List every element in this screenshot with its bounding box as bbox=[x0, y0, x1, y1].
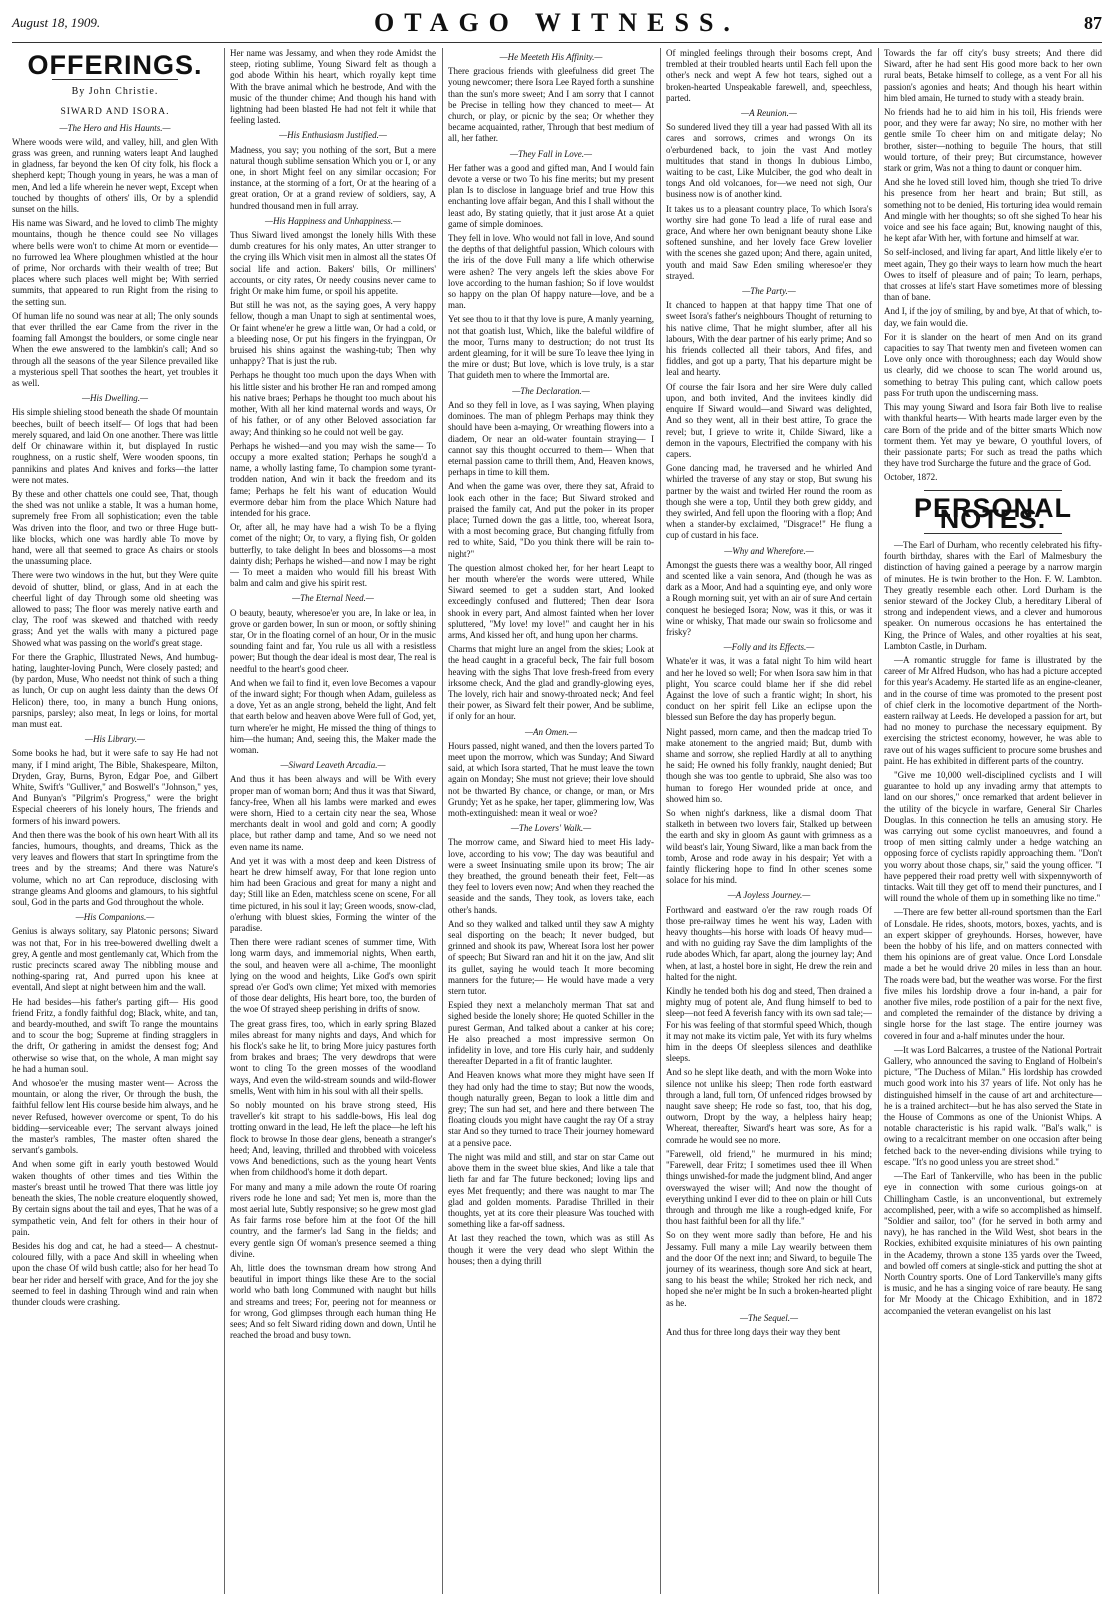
verse-stanza: Of human life no sound was near at all; The only sounds that ever thrilled the ear Came from the river in the foaming fall Amongst the boulders, or some cingle near When the ewe answered to the lambkin's call; And so through all the seasons of the year Silence prevailed like a mysterious spell That soothes the heart, yet troubles it as well. bbox=[12, 310, 218, 389]
verse-stanza: O beauty, beauty, wheresoe'er you are, In lake or lea, in grove or garden bower, In sun or moon, or softly shining star, Or in the floating cornel of an hour, Or in the music sounding faint and far, You rule us all with a resistless power; But though the dear ideal is most dear, The real is needful to the heart's good cheer. bbox=[230, 607, 436, 674]
page-header bbox=[12, 4, 1102, 43]
verse-stanza: Gone dancing mad, he traversed and he whirled And whirled the traverse of any stay or stop, But swung his partner by the waist and twirled Her round the room as though she were a top, Until they both grew giddy, and they swirled, And fell upon the flooring with a flop; And when a stander-by exclaimed, "Disgrace!" He flung a cup of custard in his face. bbox=[666, 463, 872, 541]
verse-stanza: October, 1872. bbox=[884, 472, 938, 483]
verse-stanza: Where woods were wild, and valley, hill, and glen With grass was green, and running waters leapt And laughed in gladness, far beyond the ken Of city folk, his flock a shepherd kept; Though young in years, he was a man of men, And led a life wherein he never wept, Except when touched by thoughts of others' ills, Or by a splendid sunset on the hills. bbox=[12, 136, 218, 215]
column-4 bbox=[666, 48, 872, 1594]
section-heading: —They Fall in Love.— bbox=[510, 148, 592, 159]
verse-stanza: Espied they next a melancholy merman That sat and sighed beside the lonely shore; He quoted Schiller in the purest German, And talked about a canker at his core; He also preached a most impressive sermon On infidelity in love, and tore His curly hair, and suddenly thereafter Departed in a fit of frantic laughter. bbox=[448, 1000, 654, 1067]
masthead-title: OTAGO WITNESS. bbox=[374, 8, 740, 37]
divider bbox=[924, 490, 1062, 491]
column-body bbox=[12, 123, 218, 1309]
verse-stanza: Night passed, morn came, and then the madcap tried To make atonement to the angried maid; But, dumb with shame and sorrow, she replied Hardly at all to anything he said; He owned his folly frankly, naught denied; But though she was too gentle to upbraid, She also was too human to forego Her wounded pride at once, and showed him so. bbox=[666, 726, 872, 804]
column-body bbox=[448, 52, 654, 1267]
section-heading: —A Reunion.— bbox=[741, 108, 797, 119]
page-number: 87 bbox=[1084, 12, 1102, 33]
verse-stanza: And when some gift in early youth bestowed Would waken thoughts of other times and ties Within the master's breast until he trowed That there was little joy beneath the skies, The noble creature eloquently showed, By certain signs about the tail and eyes, That he was of a sympathetic vein, And felt for others in their hour of pain. bbox=[12, 1159, 218, 1237]
column-rule bbox=[442, 48, 443, 1594]
verse-stanza: His simple shieling stood beneath the shade Of mountain beeches, built of beech itself— Of logs that had been merely squared, and laid On one another. There was little delf Or chinaware within it, but displayed In rustic roughness, on a rustic shelf, Were wooden spoons, tin pannikins and plates And knives and forks—the latter were not mates. bbox=[12, 407, 218, 485]
verse-stanza: Her name was Jessamy, and when they rode Amidst the steep, rioting sublime, Young Siward felt as though a god abode Within his heart, which royally kept time With the brave animal which he bestrode, And with the music of the thunder chime; And though his hand with lightning had been blasted He had not felt it while that feeling lasted. bbox=[230, 48, 436, 126]
section-heading: —An Omen.— bbox=[525, 726, 577, 737]
verse-stanza: Hours passed, night waned, and then the lovers parted To meet upon the morrow, which was Sunday; And Siward said, at which Isora started, That he must leave the town again on Monday; She must not grieve; their love should not be thwarted By chance, or change, or man, or Mrs Grundy; Yet as he spake, her taper, glimmering low, Was moth-extinguished: mean it weal or woe? bbox=[448, 740, 654, 818]
verse-stanza: For it is slander on the heart of men And on its grand capacities to say That twenty men and fiveteen women can Love only once with thoroughness; each day Would show us clearly, did we choose to scan The world around us, something to betray This puling cant, which callow poets pass For truth upon the undiscerning mass. bbox=[884, 331, 1102, 398]
verse-stanza: And she he loved still loved him, though she tried To drive his presence from her heart and brain; But still, as something not to be denied, His torturing idea would remain And mingle with her thoughts; so oft she sighed To hear his voice and see his face again; But, knowing naught of this, he kept afar With her, with fortune and himself at war. bbox=[884, 177, 1102, 244]
section-heading: —Folly and its Effects.— bbox=[723, 642, 815, 653]
verse-stanza: Whate'er it was, it was a fatal night To him wild heart and her he loved so well; For when Isora saw him in that plight, You scarce could blame her if she did rebel Against the love of such a frantic wight; In short, his conduct on her spirit fell Like an eclipse upon the blessed sun Before the day has properly begun. bbox=[666, 656, 872, 723]
byline: By John Christie. bbox=[71, 86, 159, 98]
verse-stanza: Perhaps he wished—and you may wish the same— To occupy a more exalted station; Perhaps he sough'd a name, a wholly lasting fame, To champion some tyrant-trodden nation, And win it back the freedom and its fame; Perhaps he felt his want of education Would evermore debar him from the place Which Nature had intended for his grace. bbox=[230, 440, 436, 518]
section-heading: —A Joyless Journey.— bbox=[727, 890, 811, 901]
verse-stanza: Then there were radiant scenes of summer time, With long warm days, and immemorial nights, When earth, the soul, and heaven were all a-chime, The moonlight lying on the wood and heights, Like God's own spirit spread o'er God's own clime; Yet mixed with memories of those dear delights, His heart bore, too, the burden of the woe Of strayed sheep perishing in drifts of snow. bbox=[230, 937, 436, 1015]
verse-stanza: So self-inclosed, and living far apart, And little likely e'er to meet again, They go their ways to learn how much the heart Owes to itself of pleasure and of pain; To learn, perhaps, that crosses at life's start Have sometimes more of blessing than of bane. bbox=[884, 247, 1102, 303]
verse-stanza: And thus for three long days their way they bent bbox=[666, 1326, 841, 1337]
verse-stanza: Towards the far off city's busy streets; And there did Siward, after he had sent His good more back to her own rural beats, Betake himself to college, as a vent For all his passion's agonies and heats; And though his heart within him bled amain, He turned to study with a steady brain. bbox=[884, 48, 1102, 103]
verse-stanza: Besides his dog and cat, he had a steed— A chestnut-coloured filly, with a pace And skill in wheeling when upon the chase Of wild bush cattle; also for her head To bear her rider and herself with grace, And for the joy she seemed to feel in dashing Through wind and rain when thunder clouds were crashing. bbox=[12, 1240, 218, 1307]
verse-stanza: Charms that might lure an angel from the skies; Look at the head caught in a graceful beck, The fair full bosom heaving with the sighs That love fresh-freed from every irksome check, And the glad and grandly-glowing eyes, The lovely, rich hair and snowy-throated neck; And feel their power, as Siward felt their power, And be sublime, if only for an hour. bbox=[448, 644, 654, 722]
verse-stanza: And yet it was with a most deep and keen Distress of heart he drew himself away, For that lone region unto him had been Gracious and great for many a night and day; Still like an Eden, matchless scene on scene, For all time pictured, in his soul it lay; Green woods, snow-clad, o'erhung with bluest skies, Forming the winter of the paradise. bbox=[230, 855, 436, 934]
column-body bbox=[884, 48, 1102, 484]
verse-stanza: Of mingled feelings through their bosoms crept, And trembled at their troubled hearts until Each fell upon the other's neck and wept A few hot tears, sighed out a broken-hearted Unspeakable farewell, and, speechless, parted. bbox=[666, 48, 872, 103]
section-heading: —His Enthusiasm Justified.— bbox=[279, 130, 387, 141]
verse-stanza: Some books he had, but it were safe to say He had not many, if I mind aright, The Bible, Shakespeare, Milton, Dryden, Gray, Burns, Byron, Edgar Poe, and Gilbert White, Swift's "Gulliver," and Boswell's "Johnson," yes, And Bunyan's "Pilgrim's Progress," were the bright Especial cheerers of his lonely hours, The friends and formers of his inward powers. bbox=[12, 748, 218, 826]
verse-stanza: Kindly he tended both his dog and steed, Then drained a mighty mug of potent ale, And flung himself to bed to sleep—not feed A feverish fancy with its own sad tale;— For his was feeling of that stormful speed Which, though it may not make its victim pale, Yet with its fury whelms him in the deeps Of sleepless silences and deathlike sleeps. bbox=[666, 986, 872, 1064]
verse-stanza: Her father was a good and gifted man, And I would fain devote a verse or two To his fine merits; but my present plan Is to disclose in language brief and true How this enchanting love affair began, And this I shall without the least ado, By stating quietly, that it just arose At a quiet game of simple dominoes. bbox=[448, 162, 654, 229]
verse-stanza: And so he slept like death, and with the morn Woke into silence not unlike his sleep; Then rode forth eastward through a land, full torn, Of unfenced ridges browsed by naught save sheep; He rode so fast, too, that his dog, outworn, Dropt by the way, a helpless hairy heap; Whereat, thereafter, Siward's heart was sore, As for a comrade he would see no more. bbox=[666, 1067, 872, 1145]
verse-stanza: Yet see thou to it that thy love is pure, A manly yearning, not that goatish lust, Which, like the baleful wildfire of the moor, Turns many to destruction; do not trust Its ardent gleaming, for it will be sure To leave thee lying in the mire or dust; But love, which is love truly, is a star That guideth men to where the Immortal are. bbox=[448, 314, 654, 381]
verse-stanza: The morrow came, and Siward hied to meet His lady-love, according to his vow; The day was beautiful and were a sweet Insinuating smile upon its brow; The air they breathed, the ground beneath their feet, Felt—as they feel to lovers even now; And when they reached the seaside and the sands, They took, as lovers take, each other's hands. bbox=[448, 837, 654, 915]
verse-stanza: So on they went more sadly than before, He and his Jessamy. Full many a mile Lay wearily between them and the door Of the next inn; and Siward, to beguile The journey of its weariness, though sore And sick at heart, sang to his beast the while; Stroked her rich neck, and hoped she ne'er might be In such a broken-hearted plight as he. bbox=[666, 1230, 872, 1308]
verse-stanza: "Farewell, old friend," he murmured in his mind; "Farewell, dear Fritz; I sometimes used thee ill When things unwished-for made the judgment blind, And anger overswayed the wiser will; And now the thought of everything unkind I ever did to thee on plain or hill Cuts through and through me like a rough-edged knife, For thou hast faithful been for all thy life." bbox=[666, 1148, 872, 1227]
section-heading: —The Declaration.— bbox=[512, 385, 590, 396]
verse-stanza: Perhaps he thought too much upon the days When with his little sister and his brother He ran and romped among his native braes; Perhaps he thought too much about his mother, With all her kind maternal words and ways, Or of his father, or of any other Beloved association far away; And thinking so he could not well be gay. bbox=[230, 370, 436, 437]
section-heading: —His Dwelling.— bbox=[81, 393, 148, 404]
section-heading: —His Library.— bbox=[84, 734, 146, 745]
verse-stanza: It chanced to happen at that happy time That one of sweet Isora's father's neighbours Thought of returning to his native clime, That he might slumber, after all his labours, With the dear partner of his early prime; And so his friends collected all their tabors, And fifes, and fiddles, and got up a party, That his departure might be leal and hearty. bbox=[666, 300, 872, 378]
column-body bbox=[666, 48, 872, 1338]
section-heading: —Why and Wherefore.— bbox=[724, 545, 814, 556]
column-rule bbox=[878, 48, 879, 1594]
verse-stanza: And so they walked and talked until they saw A mighty seal disporting on the beach; It never budged, but grinned and shook its paw, Whereat Isora lost her power of speech; But Siward ran and hit it on the jaw, And slit its gullet, saying he would teach It more becoming manners for the future;— He would have made a very stern tutor. bbox=[448, 918, 654, 997]
verse-stanza: Genius is always solitary, say Platonic persons; Siward was not that, For in his tree-bowered dwelling dwelt a grey, A gentle and most gentlemanly cat, Which from the rustic precincts scared away The nibbling mouse and nothing-sparing rat, And purred upon his knee at eventall, And slept at night between him and the wall. bbox=[12, 926, 218, 993]
verse-stanza: And Heaven knows what more they might have seen If they had only had the time to stay; But now the woods, though naturally green, Began to look a little dim and grey; The sun had set, and here and there between The floating clouds you might have caught the ray Of a stray star And so they turned to trace Their journey homeward at a pensive pace. bbox=[448, 1070, 654, 1148]
verse-stanza: And when we fail to find it, even love Becomes a vapour of the inward sight; For though when Adam, guileless as a dove, Yet as an angle strong, beheld the light, And felt that earth below and heaven above Were full of God, yet, turn where'er he might, He missed the thing of things to him—the human; And, seeing this, the Maker made the woman. bbox=[230, 677, 436, 755]
verse-stanza: Of course the fair Isora and her sire Were duly called upon, and both invited, And the invitees kindly did enquire If Siward would—and Siward was delighted, And so they went, all in their best attire, To grace the revel; but, I grieve to write it, Childe Siward, like a demon in the vapours, Electrified the company with his capers. bbox=[666, 381, 872, 459]
verse-stanza: So nobly mounted on his brave strong steed, His traveller's kit strapt to his saddle-bows, His leal dog trotting onward in the lead, He left the place—he left his flock to browse In those dear glens, beneath a stranger's heed; And, leaving, thrilled and throbbed with voiceless vows And benedictions, such as the young heart Vents when from childhood's home it doth depart. bbox=[230, 1100, 436, 1178]
column-body bbox=[230, 48, 436, 1341]
section-heading: —The Lovers' Walk.— bbox=[510, 823, 592, 834]
verse-stanza: And I, if the joy of smiling, by and bye, At that of which, to-day, we fain would die. bbox=[884, 306, 1102, 328]
note-paragraph: —There are few better all-round sportsmen than the Earl of Lonsdale. He rides, shoots, motors, boxes, yachts, and is an expert skipper of greyhounds. Horses, however, have been the hobby of his life, and on matters connected with them his opinions are of great value. Once Lord Lonsdale made a bet he would drive 20 miles in less than an hour. The roads were bad, but the weather was worse. For the first five miles his lordship drove a four in-hand, a pair for another five miles, rode postilion of a pair for the next five, and completed the remainder of the distance by driving a single horse for the last stage. The entire journey was covered in four and a-half minutes under the hour. bbox=[884, 907, 1102, 1041]
note-paragraph: —The Earl of Tankerville, who has been in the public eye in connection with some curious goings-on at Chillingham Castle, is an unconventional, but extremely accomplished, peer, with a wife so accomplished as himself. "Soldier and sailor, too" (for he served in both army and navy), he has ranched in the Wild West, shot bears in the Rockies, exhibited exquisite miniatures of his own painting in the Academy, thrown a stone 135 yards over the Tweed, and bowled off comers at single-stick and putting the shot at North Country sports. One of Lord Tankerville's many gifts is music, and he has a singing voice of rare beauty. He sang for Mr Moody at the Chicago Exhibition, and in 1872 accompanied the veteran evangelist on his last bbox=[884, 1171, 1102, 1316]
verse-stanza: And so they fell in love, as I was saying, When playing dominoes. The man of phlegm Perhaps may think they should have been a-maying, Or wreathing flowers into a diadem, Or near an old-water fountain straying— I cannot say this thought occurred to them— When that eternal passion came to thrill them, And, Heaven knows, perhaps in time to kill them. bbox=[448, 399, 654, 478]
verse-stanza: They fell in love. Who would not fall in love, And sound the depths of that delightful passion, Which colours with the iris of the dove Full many a life which otherwise were ashen? The very angels left the skies above For love according to the human fashion; So if love wouldst so happy on the plan Of happy nature—love, and be a man. bbox=[448, 233, 654, 311]
verse-stanza: So sundered lived they till a year had passed With all its cares and sorrows, crimes and wrongs On its o'erburdened back, to join the vast And motley multitudes that stand in thongs In dubious Limbo, waiting to be cast, Like Mulciber, the god who dealt in tongs And old volcanoes, for—we need not sigh, Our business now is of another kind. bbox=[666, 122, 872, 200]
verse-stanza: This may young Siward and Isora fair Both live to realise with thankful hearts— With hearts made larger even by the care Born of the pride and of the bitter smarts Which now torment them. Yet may ye beware, O youthful lovers, of their passionate parts; For such as tread the paths which they have trod Surcharge the future and the grace of God. bbox=[884, 402, 1102, 469]
issue-date: August 18, 1909. bbox=[12, 15, 101, 30]
verse-stanza: Ah, little does the townsman dream how strong And beautiful in import things like these Are to the social world who bath long Communed with naught but hills and streams and trees; For, peering not for meanness or for wrong, God glimpses through each human thing He sees; And so felt Siward riding down and down, Until he reached the broad and busy town. bbox=[230, 1262, 436, 1341]
column-rule bbox=[660, 48, 661, 1594]
verse-stanza: For many and many a mile adown the route Of roaring rivers rode he lone and sad; Yet men is, more than the most aerial lute, Subtly responsive; so he grew most glad As fair farms rose before him at the foot Of the hill country, and the farmer's lad Sang in the fields; and every gentle sign Of woman's presence seemed a thing divine. bbox=[230, 1181, 436, 1259]
section-heading: —The Party.— bbox=[742, 286, 796, 297]
verse-stanza: Or, after all, he may have had a wish To be a flying comet of the night; Or, to vary, a flying fish, Or golden butterfly, to take delight In bees and blossoms—a most dainty dish; Perhaps he wished—and now I may be right— To meet a maiden who would fill his breast With balm and calm and give his spirit rest. bbox=[230, 522, 436, 589]
column-3 bbox=[448, 48, 654, 1594]
poem-title: SIWARD AND ISORA. bbox=[60, 107, 170, 118]
section-heading: —The Eternal Need.— bbox=[292, 593, 374, 604]
verse-stanza: The great grass fires, too, which in early spring Blazed miles abreast for many nights and days, And which for his flock's sake he lit, to bring More juicy pastures forth from brakes and braes; The very dewdrops that were wont to cling To the green mosses of the woodland ways, And even the wild-stream sounds and wild-flower smells, Went with him in his soul with all their spells. bbox=[230, 1018, 436, 1096]
verse-stanza: By these and other chattels one could see, That, though the shed was not unlike a stable, It was a human home, supremely free From all sophistication; even the table Was driven into the floor, and two or three Huge butt-like blocks, which one was hardly able To move by hand, were all that seemed to grace As chairs or stools the unassuming place. bbox=[12, 488, 218, 567]
verse-stanza: So when night's darkness, like a dismal doom That stalketh in between two lovers fair, Stalked up between the earth and sky in gloom As gaunt with grimness as a wild beast's lair, Young Siward, like a man back from the tomb, Arose and rode away in his despair; Yet with a faintly flickering hope to find In other scenes some solace for his mind. bbox=[666, 808, 872, 886]
offerings-heading: OFFERINGS. bbox=[27, 50, 203, 80]
verse-stanza: For there the Graphic, Illustrated News, And humbug-hating, laughter-loving Punch, Were closely pasted; and (by pardon, Muse, Who needst not think of such a thing as lunch, Or cup on aught less dainty than the dews Of Helicon) there, too, in many a bunch Hung onions, parsnips, parsley; also meat, In legs or loins, for mortal man must eat. bbox=[12, 651, 218, 729]
verse-stanza: But still he was not, as the saying goes, A very happy fellow, though a man Unapt to sigh at sentimental woes, Or faint whene'er he grew a little wan, Or had a cold, or a bleeding nose, Or put his fingers in the fryingpan, Or bruised his shins against the washing-tub; Then why unhappy? That is just the rub. bbox=[230, 300, 436, 367]
verse-stanza: The question almost choked her, for her heart Leapt to her mouth where'er the words were uttered, While Siward seemed to get a sudden start, And looked exceedingly confused and fluttered; Then dear Isora shook in every part, And almost fainted when her lover spluttered, "My love! my love!" and caught her in his arms, And kissed her oft, and hung upon her charms. bbox=[448, 562, 654, 640]
column-1 bbox=[12, 48, 218, 1594]
verse-stanza: Forthward and eastward o'er the raw rough roads Of those pre-railway times he went his way, Laden with heavy thoughts—his horse with loads Of heavy mud—and with no guiding ray Save the dim lamplights of the rude abodes Which, far apart, along the journey lay; And when, at last, a hostel bore in sight, He drew the rein and halted for the night. bbox=[666, 904, 872, 982]
note-paragraph: —It was Lord Balcarres, a trustee of the National Portrait Gallery, who announced the saving to England of Holbein's picture, "The Duchess of Milan." His lordship has crowded much good work into his 37 years of life. Not only has he distinguished himself in the cause of art and architecture—he is a trained architect—but he has also served the State in the House of Commons as one of the Unionist Whips. A notable characteristic is his rapid walk. "Bal's walk," is owing to a recalcitrant member on one occasion after being fetched back to the never-ending divisions while trying to escape. "It's no good unless you are street shod." bbox=[884, 1044, 1102, 1167]
personal-notes-heading: PERSONAL NOTES. bbox=[913, 492, 1073, 534]
column-5 bbox=[884, 48, 1102, 1594]
verse-stanza: And then there was the book of his own heart With all its fancies, humours, thoughts, and dreams, Thick as the very leaves and flowers that start In springtime from the trees and by the streams; And there was Nature's volume, which no art Can reproduce, disclosing with strange gleams And glooms and glamours, to his sightful soul, God in the parts and God throughout the whole. bbox=[12, 829, 218, 908]
column-rule bbox=[224, 48, 225, 1594]
section-heading: —Siward Leaveth Arcadia.— bbox=[280, 760, 386, 771]
verse-stanza: At last they reached the town, which was as still As though it were the very dead who slept Within the houses; then a dying thrill bbox=[448, 1233, 654, 1266]
column-2 bbox=[230, 48, 436, 1594]
verse-stanza: Amongst the guests there was a wealthy boor, All ringed and scented like a vain senora, And (though he was as dark as a Moor, And had a squinting eye, and only wore a Rough morning suit, yet with an air of sure And certain conquest he besieged Isora; Now, was it this, or was it wine or whisky, That made our swain so frolicsome and frisky? bbox=[666, 559, 872, 637]
section-heading: —He Meeteth His Affinity.— bbox=[499, 52, 603, 62]
verse-stanza: Thus Siward lived amongst the lonely hills With these dumb creatures for his only mates, An utter stranger to the crying ills Which visit men in almost all the states Of social life and action. Bakers' bills, Or milliners' accounts, or city rates, Or needy cousins never came to fright Or make him fume, or spoil his appetite. bbox=[230, 230, 436, 297]
verse-stanza: It takes us to a pleasant country place, To which Isora's worthy sire had gone To lead a life of rural ease and grace, And where her own benignant beauty shone Like softened sunshine, and her lovely face Grew lovelier with the scenes she gazed upon; And there, again united, youth and maid Saw Eden smiling wheresoe'er they strayed. bbox=[666, 203, 872, 281]
verse-stanza: There were two windows in the hut, but they Were quite devoid of shutter, blind, or glass, And in at each the cheerful light of day Through some old sheeting was allowed to pass; The floor was merely native earth and clay, The roof was skewed and thatched with reedy grass; And yet the walls with many a pictured page Showed what was passing on the world's great stage. bbox=[12, 570, 218, 648]
verse-stanza: Madness, you say; you nothing of the sort, But a mere natural though sublime sensation Which you or I, or any one, in short Might feel on any similar occasion; For instance, at the storming of a fort, Or at the hearing of a great oration, Or at a grand review of soldiers, say, A hundred thousand men in full array. bbox=[230, 144, 436, 211]
section-heading: —His Happiness and Unhappiness.— bbox=[264, 215, 401, 226]
note-paragraph: —The Earl of Durham, who recently celebrated his fifty-fourth birthday, shares with the Earl of Malmesbury the distinction of having gained a peerage by a narrow margin of minutes. He is twin brother to the Hon. F. W. Lambton. They greatly resemble each other. Lord Durham is the senior steward of the Jockey Club, a hereditary Liberal of strong and independent views, and a clever and humorous speaker. On numerous occasions he has entertained the King, the Prince of Wales, and other royalties at his seat, Lambton Castle, in Durham. bbox=[884, 539, 1102, 651]
section-heading: —The Hero and His Haunts.— bbox=[59, 122, 171, 133]
verse-stanza: And when the game was over, there they sat, Afraid to look each other in the face; But Siward stroked and praised the family cat, And put the poker in its proper place; Turned down the gas a little, too, whereat Isora, with a most becoming grace, But changing fitfully from red to white, Said, "Do you think there will be rain to-night?" bbox=[448, 481, 654, 559]
verse-stanza: And whosoe'er the musing master went— Across the mountain, or along the river, Or through the bush, the faithful fellow lent His course beside him always, and he never Refused, however overcome or spent, To do his bidding—serviceable ever; The servant always joined the master's rambles, The master often shared the servant's gambols. bbox=[12, 1078, 218, 1156]
verse-stanza: His name was Siward, and he loved to climb The mighty mountains, though he thence could see No villages where bells were won't to chime At morn or eventide—no furrowed lea Where ploughmen whistled at the hour of prime, Nor orchards with their wealth of tree; But places where such places well might be; With serried summits, that appeared to run Right from the rising to the setting sun. bbox=[12, 218, 218, 307]
verse-stanza: No friends had he to aid him in his toil, His friends were poor, and they were far away; No sire, no mother with her gentle smile To cheer him on and mitigate delay; No brother, sister—nothing to beguile The hours, that still would torture, of their prey; But circumstance, however stark or grim, Was not a thing to daunt or conquer him. bbox=[884, 107, 1102, 174]
verse-stanza: There gracious friends with gleefulness did greet The young newcomer; there Isora Lee Rayed forth a sunshine than the sun's more sweet; And I am sorry that I cannot be Precise in telling how they chanced to meet— At church, or play, or picnic by the sea; Or whether they became acquainted, rather, Through that best medium of all, her father. bbox=[448, 66, 654, 144]
personal-notes-body bbox=[884, 540, 1102, 1317]
verse-stanza: The night was mild and still, and star on star Came out above them in the sweet blue skies, And like a tale that lieth far and far The future beckoned; loving lips and eyes Met frequently; and there was naught to mar The glad and golden moments. Paradise Thrilled in their thoughts, yet at its core their pleasure Was touched with something like a far-off sadness. bbox=[448, 1151, 654, 1230]
note-paragraph: "Give me 10,000 well-disciplined cyclists and I will guarantee to hold up any invading army that attempts to land on our shores," once remarked that ardent believer in the utility of the bicycle in warfare, General Sir Charles Douglas. In this connection he tells an amusing story. He was carrying out some cyclist manoeuvres, and found a troop of men sitting calmly under a hedge watching an opposing force of cyclists rapidly approaching them. "Don't you worry about those chaps, sir," said the young officer. "I have peppered their road pretty well with sixpennyworth of tintacks. Wait till they get off to mend their punctures, and I will round the whole of them up in something like no time." bbox=[884, 769, 1102, 904]
section-heading: —His Companions.— bbox=[75, 912, 155, 923]
note-paragraph: —A romantic struggle for fame is illustrated by the career of Mr Alfred Hudson, who has had a picture accepted for this year's Academy. He started life as an engine-cleaner, and in the course of time was promoted to the present post of chief clerk in the locomotive department of the North-eastern railway at Leeds. He developed a passion for art, but had no money to purchase the necessary equipment. By exercising the strictest economy, however, he was able to rave out of his wages sufficient to procure some brushes and paint. He has exhibited in different parts of the country. bbox=[884, 654, 1102, 766]
section-heading: —The Sequel.— bbox=[740, 1312, 798, 1323]
verse-stanza: And thus it has been always and will be With every proper man of woman born; And thus it was that Siward, fancy-free, When all his lambs were marked and ewes were shorn, Hied to a certain city near the sea, Whose merchants dealt in wool and gold and corn; A goodly place, but rather damp and tame, And so we need not even name its name. bbox=[230, 774, 436, 852]
verse-stanza: He had besides—his father's parting gift— His good friend Fritz, a fondly faithful dog; Black, white, and tan, and beardy-mouthed, and swift To range the mountains and to scour the bog; Supreme at finding stragglers in the drift, Or gathering in amidst the densest fog; And otherwise so wise that, on the whole, A man might say he had a human soul. bbox=[12, 996, 218, 1074]
